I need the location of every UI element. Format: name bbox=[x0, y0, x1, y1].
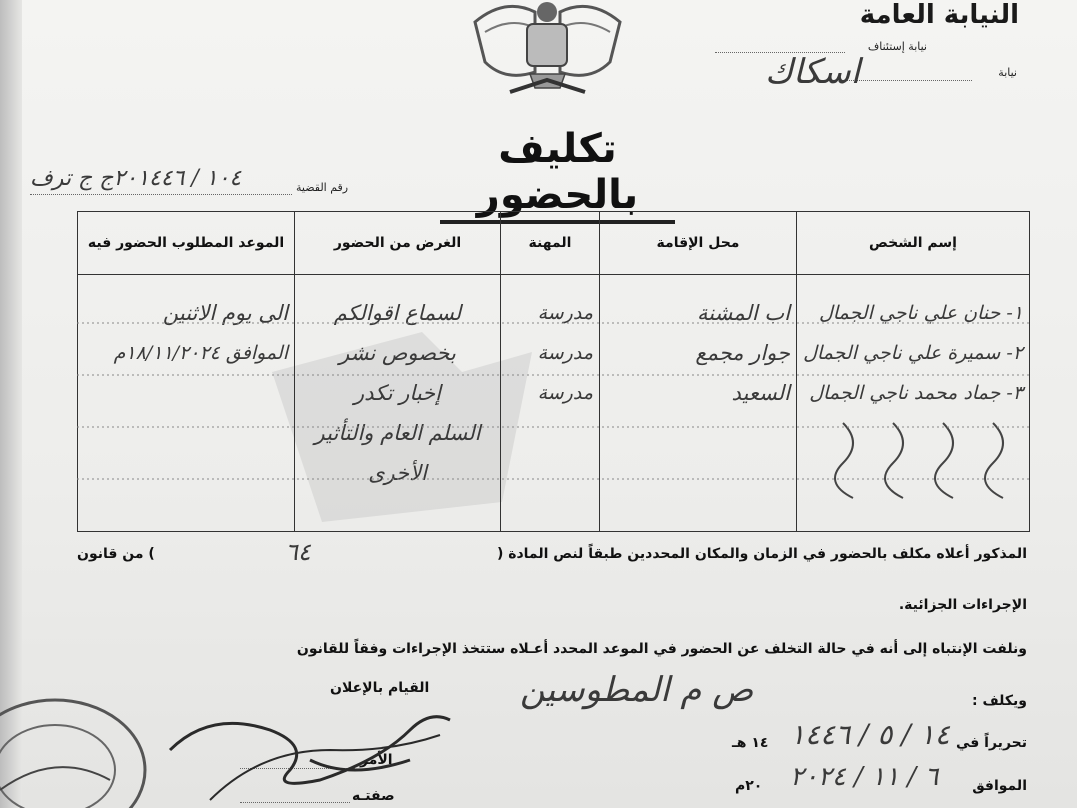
assignee-label: ويكلف : bbox=[972, 693, 1027, 709]
republic-emblem bbox=[465, 0, 630, 107]
job-1: مدرسة bbox=[537, 302, 593, 324]
purpose-1: لسماع اقوالكم bbox=[333, 301, 462, 325]
case-number-label: رقم القضية bbox=[296, 181, 349, 194]
residence-1: اب المشنة bbox=[697, 301, 790, 325]
written-date-handwritten: ١٤ / ٥ / ١٤٤٦ bbox=[790, 718, 950, 751]
prosecution-label: نيابة bbox=[998, 66, 1017, 79]
squiggle-marks bbox=[823, 413, 1023, 503]
residence-3: السعيد bbox=[731, 381, 790, 405]
article-sentence-end: ) من قانون bbox=[77, 546, 155, 562]
purpose-2: بخصوص نشر bbox=[339, 341, 456, 365]
page-edge-shadow bbox=[0, 0, 22, 808]
assignee-handwritten: ص م المطوسين bbox=[520, 670, 754, 710]
cell-names bbox=[797, 275, 1030, 532]
procedures-line: الإجراءات الجزائية. bbox=[898, 597, 1027, 613]
cell-purpose bbox=[295, 275, 501, 532]
document-title: تكليف بالحضور bbox=[440, 126, 675, 224]
greg-suffix: ٢٠م bbox=[735, 778, 763, 794]
warning-line: ونلفت الإنتباه إلى أنه في حالة التخلف عن الحضور في الموعد المحدد أعـلاه ستتخذ الإجراءات وفقاً للقانون bbox=[296, 641, 1027, 657]
header-residence: محل الإقامة bbox=[600, 212, 797, 275]
cell-job bbox=[501, 275, 600, 532]
corresp-date-handwritten: ٦ / ١١ / ٢٠٢٤ bbox=[790, 762, 939, 792]
header-name: إسم الشخص bbox=[797, 212, 1030, 275]
case-number-handwritten: ١٠٤ / ٢٠١٤٤٦ج ج ترف bbox=[30, 166, 242, 191]
capacity-label: صفتـه bbox=[352, 788, 395, 804]
job-3: مدرسة bbox=[537, 382, 593, 404]
case-dotline bbox=[30, 194, 292, 195]
signature-scribble bbox=[150, 690, 470, 808]
table-body-row bbox=[78, 275, 1030, 532]
prosecution-handwritten: اسكاك bbox=[765, 52, 861, 92]
hijri-suffix: ١٤ هـ bbox=[732, 735, 769, 751]
name-3: ٣- جماد محمد ناجي الجمال bbox=[809, 382, 1023, 404]
header-job: المهنة bbox=[501, 212, 600, 275]
purpose-4: السلم العام والتأثير bbox=[314, 421, 481, 445]
cell-date bbox=[78, 275, 295, 532]
article-number-handwritten: ٦٤ bbox=[285, 538, 311, 566]
appeal-label: نيابة إستئناف bbox=[867, 40, 927, 53]
name-2: ٢- سميرة علي ناجي الجمال bbox=[803, 342, 1023, 364]
date-2: الموافق ١٨/١١/٢٠٢٤م bbox=[113, 342, 288, 364]
signer-label: الأمر bbox=[360, 752, 393, 768]
purpose-5: الأخرى bbox=[368, 461, 427, 485]
residence-2: جوار مجمع bbox=[695, 341, 790, 365]
persons-table bbox=[77, 211, 1030, 532]
corresp-label: الموافق bbox=[972, 778, 1027, 794]
purpose-3: إخبار تكدر bbox=[354, 381, 441, 405]
written-label: تحريراً في bbox=[955, 735, 1027, 751]
name-1: ١- حنان علي ناجي الجمال bbox=[818, 302, 1023, 324]
notify-label: القيام بالإعلان bbox=[330, 680, 430, 696]
article-sentence: المذكور أعلاه مكلف بالحضور في الزمان والمكان المحددين طبقاً لنص المادة ( bbox=[496, 546, 1027, 562]
header-purpose: الغرض من الحضور bbox=[295, 212, 501, 275]
official-stamp bbox=[0, 690, 150, 808]
cell-residence bbox=[600, 275, 797, 532]
table-header-row bbox=[78, 212, 1030, 275]
date-1: الى يوم الاثنين bbox=[162, 301, 288, 325]
header-date: الموعد المطلوب الحضور فيه bbox=[78, 212, 295, 275]
org-name: النيابة العامة bbox=[859, 0, 1019, 30]
job-2: مدرسة bbox=[537, 342, 593, 364]
